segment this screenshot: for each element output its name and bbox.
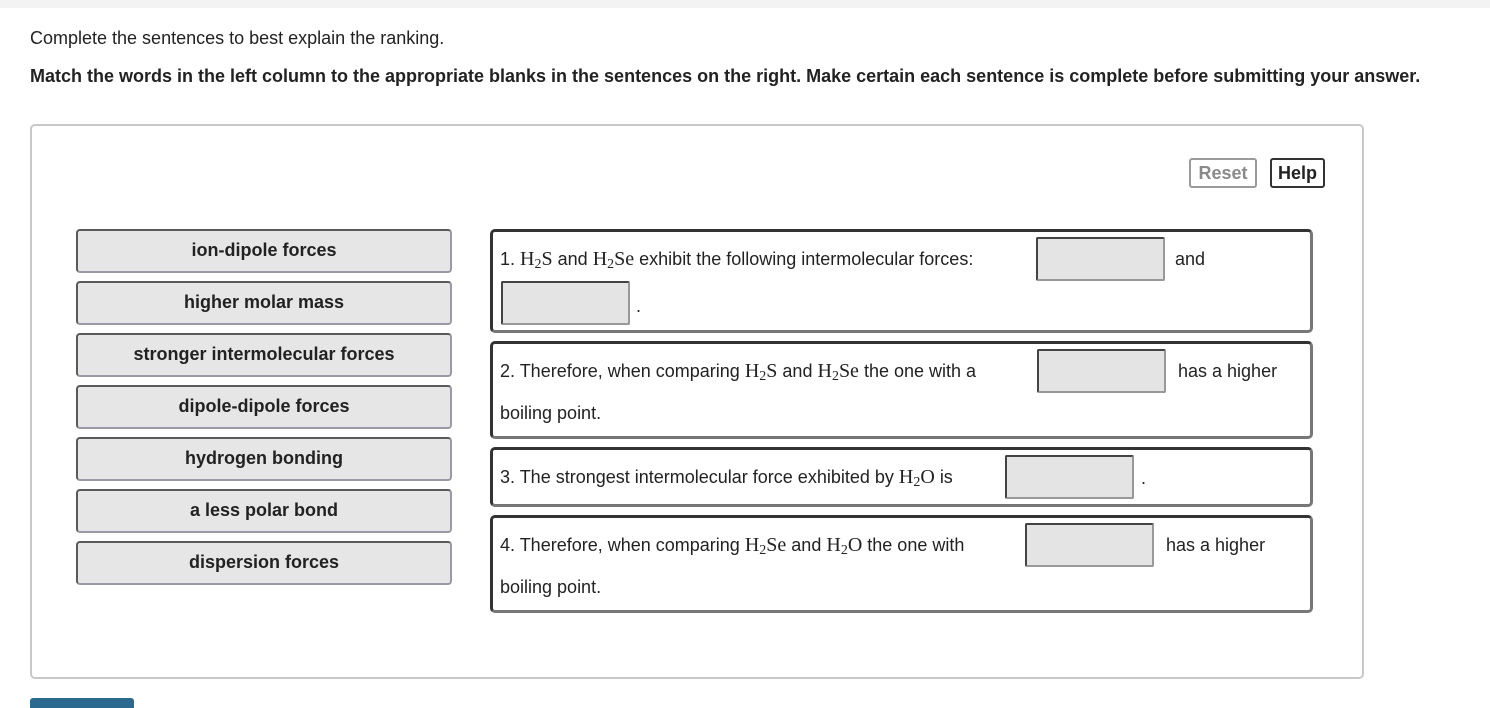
sentence-4-line2: boiling point.	[500, 577, 602, 597]
formula-h2o: $H_2O$	[826, 534, 863, 558]
sentence-4-line1: 4. Therefore, when comparing $H_2Se$ and $H_2O$ the one with	[500, 534, 965, 558]
drop-target-2[interactable]	[1037, 349, 1166, 393]
drop-target-1b[interactable]	[501, 281, 630, 325]
sentence-3-line1: 3. The strongest intermolecular force exhibited by $H_2O$ is	[500, 466, 953, 490]
sentence-3-period: .	[1141, 468, 1147, 488]
word-chip-stronger-forces[interactable]: stronger intermolecular forces	[76, 333, 452, 377]
drop-target-1a[interactable]	[1036, 237, 1165, 281]
reset-button[interactable]: Reset	[1189, 158, 1257, 188]
formula-h2s: $H_2S$	[520, 248, 553, 272]
word-chip-dipole-dipole[interactable]: dipole-dipole forces	[76, 385, 452, 429]
formula-h2s: $H_2S$	[744, 360, 778, 384]
help-button[interactable]: Help	[1270, 158, 1325, 188]
sentence-4-tail: has a higher	[1166, 535, 1266, 555]
drop-target-3[interactable]	[1005, 455, 1134, 499]
formula-h2se: $H_2Se$	[744, 534, 787, 558]
formula-h2se: $H_2Se$	[817, 360, 859, 384]
sentence-2	[490, 341, 1313, 439]
formula-h2se: $H_2Se$	[592, 248, 635, 272]
sentence-3	[490, 447, 1313, 507]
word-chip-ion-dipole[interactable]: ion-dipole forces	[76, 229, 452, 273]
sentence-1-period: .	[636, 296, 642, 316]
instruction-text: Complete the sentences to best explain the ranking.	[30, 28, 445, 48]
formula-h2o: $H_2O$	[898, 466, 935, 490]
top-strip	[0, 0, 1490, 8]
sentence-1-and: and	[1175, 249, 1206, 269]
sentence-1	[490, 229, 1313, 333]
word-chip-less-polar-bond[interactable]: a less polar bond	[76, 489, 452, 533]
sentence-1-line1: 1. $H_2S$ and $H_2Se$ exhibit the following intermolecular forces:	[500, 248, 974, 272]
word-chip-higher-molar-mass[interactable]: higher molar mass	[76, 281, 452, 325]
word-chip-dispersion[interactable]: dispersion forces	[76, 541, 452, 585]
sentence-2-line1: 2. Therefore, when comparing $H_2S$ and $H_2Se$ the one with a	[500, 360, 977, 384]
sentence-4	[490, 515, 1313, 613]
drop-target-4[interactable]	[1025, 523, 1154, 567]
word-chip-hydrogen-bonding[interactable]: hydrogen bonding	[76, 437, 452, 481]
instruction-detail: Match the words in the left column to the appropriate blanks in the sentences on the right. Make certain each sentence is complete before submitting your answer.	[30, 66, 1421, 86]
sentence-2-line2: boiling point.	[500, 403, 602, 423]
submit-button[interactable]	[30, 698, 134, 708]
sentence-2-tail: has a higher	[1178, 361, 1278, 381]
